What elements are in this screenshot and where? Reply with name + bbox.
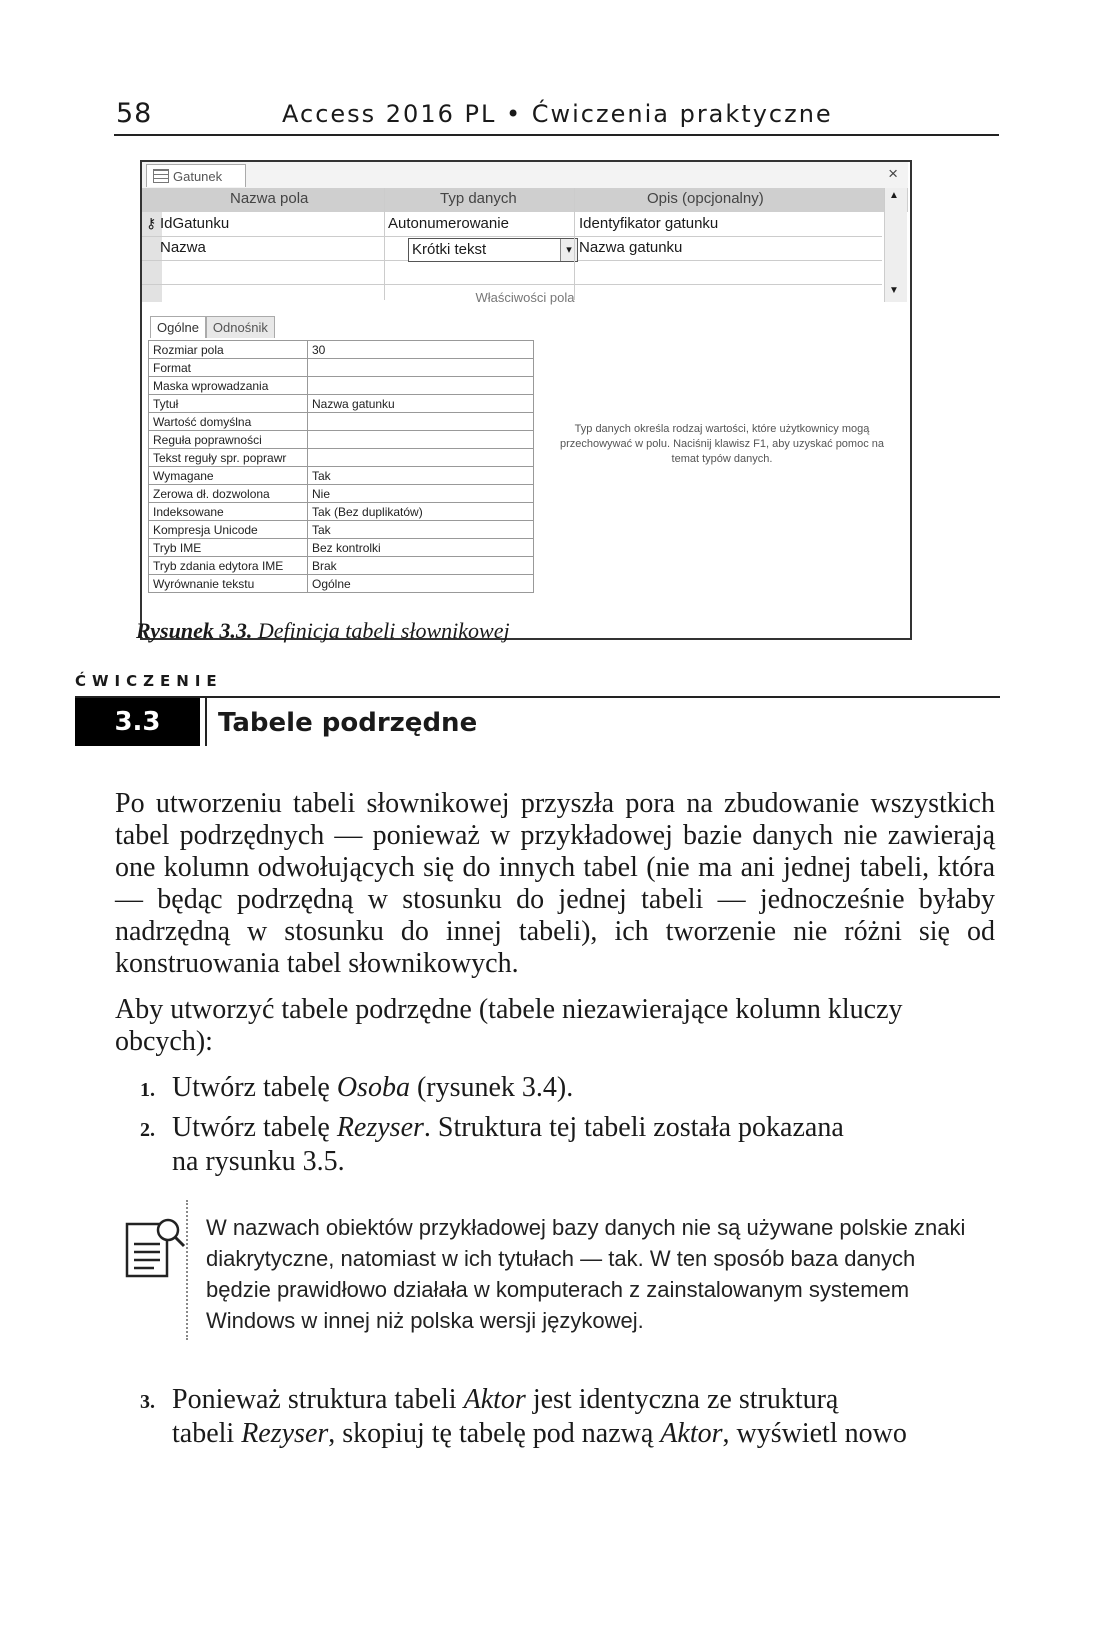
table-row-empty[interactable] — [142, 260, 882, 285]
data-type-cell[interactable]: Autonumerowanie — [388, 215, 509, 232]
property-row[interactable] — [149, 575, 534, 593]
tab-lookup[interactable]: Odnośnik — [206, 316, 275, 338]
property-name: Format — [149, 359, 308, 377]
scroll-up-icon[interactable]: ▲ — [889, 190, 899, 201]
list-item: 3. Ponieważ struktura tabeli Aktor jest identyczna ze strukturą tabeli Rezyser, skopiuj tę tabelę pod nazwą Aktor, wyświetl nowo — [140, 1384, 907, 1449]
document-tab-label: Gatunek — [173, 169, 223, 184]
property-name: Tryb IME — [149, 539, 308, 557]
data-type-dropdown[interactable] — [408, 238, 578, 262]
properties-tabs — [150, 316, 275, 338]
property-name: Rozmiar pola — [149, 341, 308, 359]
description-cell[interactable]: Identyfikator gatunku — [579, 215, 719, 232]
property-row[interactable] — [149, 377, 534, 395]
note-text: W nazwach obiektów przykładowej bazy danych nie są używane polskie znaki diakrytyczne, natomiast w ich tytułach — tak. W ten sposób baza danych będzie prawidłowo działała w komputerach z zainstalowanym systemem Windows w innej niż polska wersji językowej. — [206, 1215, 966, 1333]
property-row[interactable] — [149, 539, 534, 557]
property-value[interactable]: Ogólne — [308, 575, 534, 593]
paragraph-intro: Po utworzeniu tabeli słownikowej przyszła pora na zbudowanie wszystkich tabel podrzędnych — ponieważ w przykładowej bazie danych nie zawierają one kolumn odwołujących się do innych tabel (nie ma ani jednej tabeli, która — będąc podrzędną w stosunku do jednej tabeli — jednocześnie byłaby nadrzędną w stosunku do innej tabeli), ich tworzenie nie różni się od konstruowania tabel słownikowych. — [115, 788, 995, 979]
table-icon — [153, 169, 169, 183]
chevron-down-icon[interactable]: ▾ — [560, 239, 577, 261]
property-name: Kompresja Unicode — [149, 521, 308, 539]
property-row[interactable] — [149, 431, 534, 449]
column-header-data-type[interactable]: Typ danych — [440, 190, 517, 207]
running-title: Access 2016 PL • Ćwiczenia praktyczne — [282, 100, 833, 128]
note-icon — [124, 1214, 186, 1284]
property-value[interactable] — [308, 449, 534, 467]
figure-caption — [136, 618, 510, 644]
field-name-cell[interactable]: Nazwa — [160, 239, 206, 256]
document-tab-bar — [142, 162, 908, 189]
property-value[interactable]: Nie — [308, 485, 534, 503]
property-value[interactable] — [308, 431, 534, 449]
field-name-cell[interactable]: IdGatunku — [160, 215, 230, 232]
property-value[interactable] — [308, 413, 534, 431]
scroll-down-icon[interactable]: ▼ — [889, 285, 899, 296]
property-name: Wartość domyślna — [149, 413, 308, 431]
close-icon[interactable]: × — [888, 164, 898, 183]
table-row[interactable] — [142, 212, 882, 237]
description-cell[interactable]: Nazwa gatunku — [579, 239, 683, 256]
note-divider — [186, 1200, 188, 1340]
list-item: 1. Utwórz tabelę Osoba (rysunek 3.4). — [140, 1072, 574, 1103]
property-row[interactable] — [149, 413, 534, 431]
document-tab[interactable] — [146, 164, 246, 187]
property-name: Tytuł — [149, 395, 308, 413]
grid-header — [142, 188, 908, 212]
caption-text: Definicja tabeli słownikowej — [257, 618, 510, 643]
column-divider — [384, 188, 385, 300]
exercise-number: 3.3 — [75, 698, 200, 746]
vertical-scrollbar[interactable] — [884, 188, 907, 302]
caption-label: Rysunek 3.3. — [136, 618, 253, 643]
data-type-value: Krótki tekst — [412, 241, 487, 258]
property-row[interactable] — [149, 521, 534, 539]
help-text: Typ danych określa rodzaj wartości, które użytkownicy mogą przechowywać w polu. Naciśnij klawisz F1, aby uzyskać pomoc na temat typów danych. — [559, 423, 885, 465]
exercise-label: ĆWICZENIE — [75, 672, 223, 690]
property-value[interactable] — [308, 377, 534, 395]
property-row[interactable] — [149, 467, 534, 485]
field-properties-label: Właściwości pola — [475, 290, 575, 305]
paragraph-instructions: Aby utworzyć tabele podrzędne (tabele niezawierające kolumn kluczy obcych): — [115, 994, 903, 1057]
property-name: Maska wprowadzania — [149, 377, 308, 395]
property-value[interactable]: Bez kontrolki — [308, 539, 534, 557]
property-name: Reguła poprawności — [149, 431, 308, 449]
primary-key-icon: ⚷ — [146, 215, 157, 231]
column-header-field-name[interactable]: Nazwa pola — [230, 190, 309, 207]
property-name: Indeksowane — [149, 503, 308, 521]
property-name: Tekst reguły spr. poprawr — [149, 449, 308, 467]
property-row[interactable] — [149, 557, 534, 575]
exercise-rule — [75, 696, 1000, 698]
tab-general[interactable]: Ogólne — [150, 316, 206, 338]
property-name: Zerowa dł. dozwolona — [149, 485, 308, 503]
property-row[interactable] — [149, 485, 534, 503]
header-rule — [114, 134, 999, 136]
property-row[interactable] — [149, 395, 534, 413]
property-name: Tryb zdania edytora IME — [149, 557, 308, 575]
property-name: Wyrównanie tekstu — [149, 575, 308, 593]
column-divider — [574, 188, 575, 300]
property-value[interactable]: Tak — [308, 467, 534, 485]
exercise-divider — [205, 698, 207, 746]
property-row[interactable] — [149, 341, 534, 359]
property-value[interactable]: Tak (Bez duplikatów) — [308, 503, 534, 521]
property-value[interactable] — [308, 359, 534, 377]
list-item: 2. Utwórz tabelę Rezyser. Struktura tej tabeli została pokazana na rysunku 3.5. — [140, 1112, 844, 1177]
property-name: Wymagane — [149, 467, 308, 485]
property-value[interactable]: Brak — [308, 557, 534, 575]
property-value[interactable]: 30 — [308, 341, 534, 359]
table-design-window — [140, 160, 912, 640]
property-row[interactable] — [149, 449, 534, 467]
property-row[interactable] — [149, 503, 534, 521]
property-value[interactable]: Nazwa gatunku — [308, 395, 534, 413]
property-value[interactable]: Tak — [308, 521, 534, 539]
property-row[interactable] — [149, 359, 534, 377]
exercise-title: Tabele podrzędne — [218, 708, 478, 738]
properties-table — [148, 340, 534, 593]
page-number: 58 — [116, 98, 153, 129]
column-header-description[interactable]: Opis (opcjonalny) — [647, 190, 764, 207]
